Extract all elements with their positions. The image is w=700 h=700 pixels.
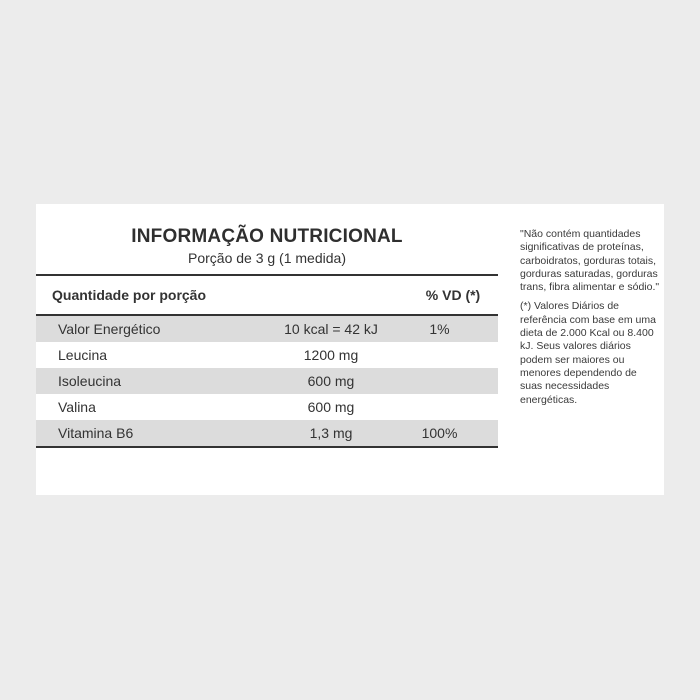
table-bottom-rule: [36, 446, 498, 448]
table-row: [36, 342, 498, 368]
nutrient-amount: 1200 mg: [303, 347, 359, 363]
nutrition-facts-panel: [36, 204, 664, 495]
nutrient-name: Vitamina B6: [58, 425, 134, 441]
serving-size: Porção de 3 g (1 medida): [188, 250, 346, 266]
footnote-not-significant: "Não contém quantidades significativas de proteínas, carboidratos, gorduras totais, gorduras saturadas, gorduras trans, fibra alimentar e sódio.": [520, 228, 660, 294]
nutrient-name: Valina: [58, 399, 96, 415]
table-row: [36, 316, 498, 342]
nutrient-amount: 1,3 mg: [309, 425, 353, 441]
nutrient-name: Isoleucina: [58, 373, 122, 389]
footnote-daily-values: (*) Valores Diários de referência com base em uma dieta de 2.000 Kcal ou 8.400 kJ. Seus valores diários podem ser maiores ou menores dependendo de suas necessidades energéticas.: [520, 300, 656, 406]
table-row: [36, 394, 498, 420]
panel-title: INFORMAÇÃO NUTRICIONAL: [131, 226, 403, 247]
header-dv-label: % VD (*): [425, 287, 481, 303]
nutrient-name: Valor Energético: [58, 321, 161, 337]
nutrient-name: Leucina: [58, 347, 108, 363]
table-row: [36, 420, 498, 446]
nutrition-table: [36, 274, 498, 448]
table-row: [36, 368, 498, 394]
nutrient-amount: 600 mg: [307, 399, 355, 415]
footnotes: [520, 228, 660, 413]
header-quantity-label: Quantidade por porção: [52, 287, 207, 303]
nutrient-dv: 1%: [429, 321, 450, 337]
nutrient-amount: 10 kcal = 42 kJ: [284, 321, 378, 337]
nutrient-amount: 600 mg: [307, 373, 355, 389]
table-header: [36, 276, 498, 314]
nutrient-dv: 100%: [421, 425, 458, 441]
